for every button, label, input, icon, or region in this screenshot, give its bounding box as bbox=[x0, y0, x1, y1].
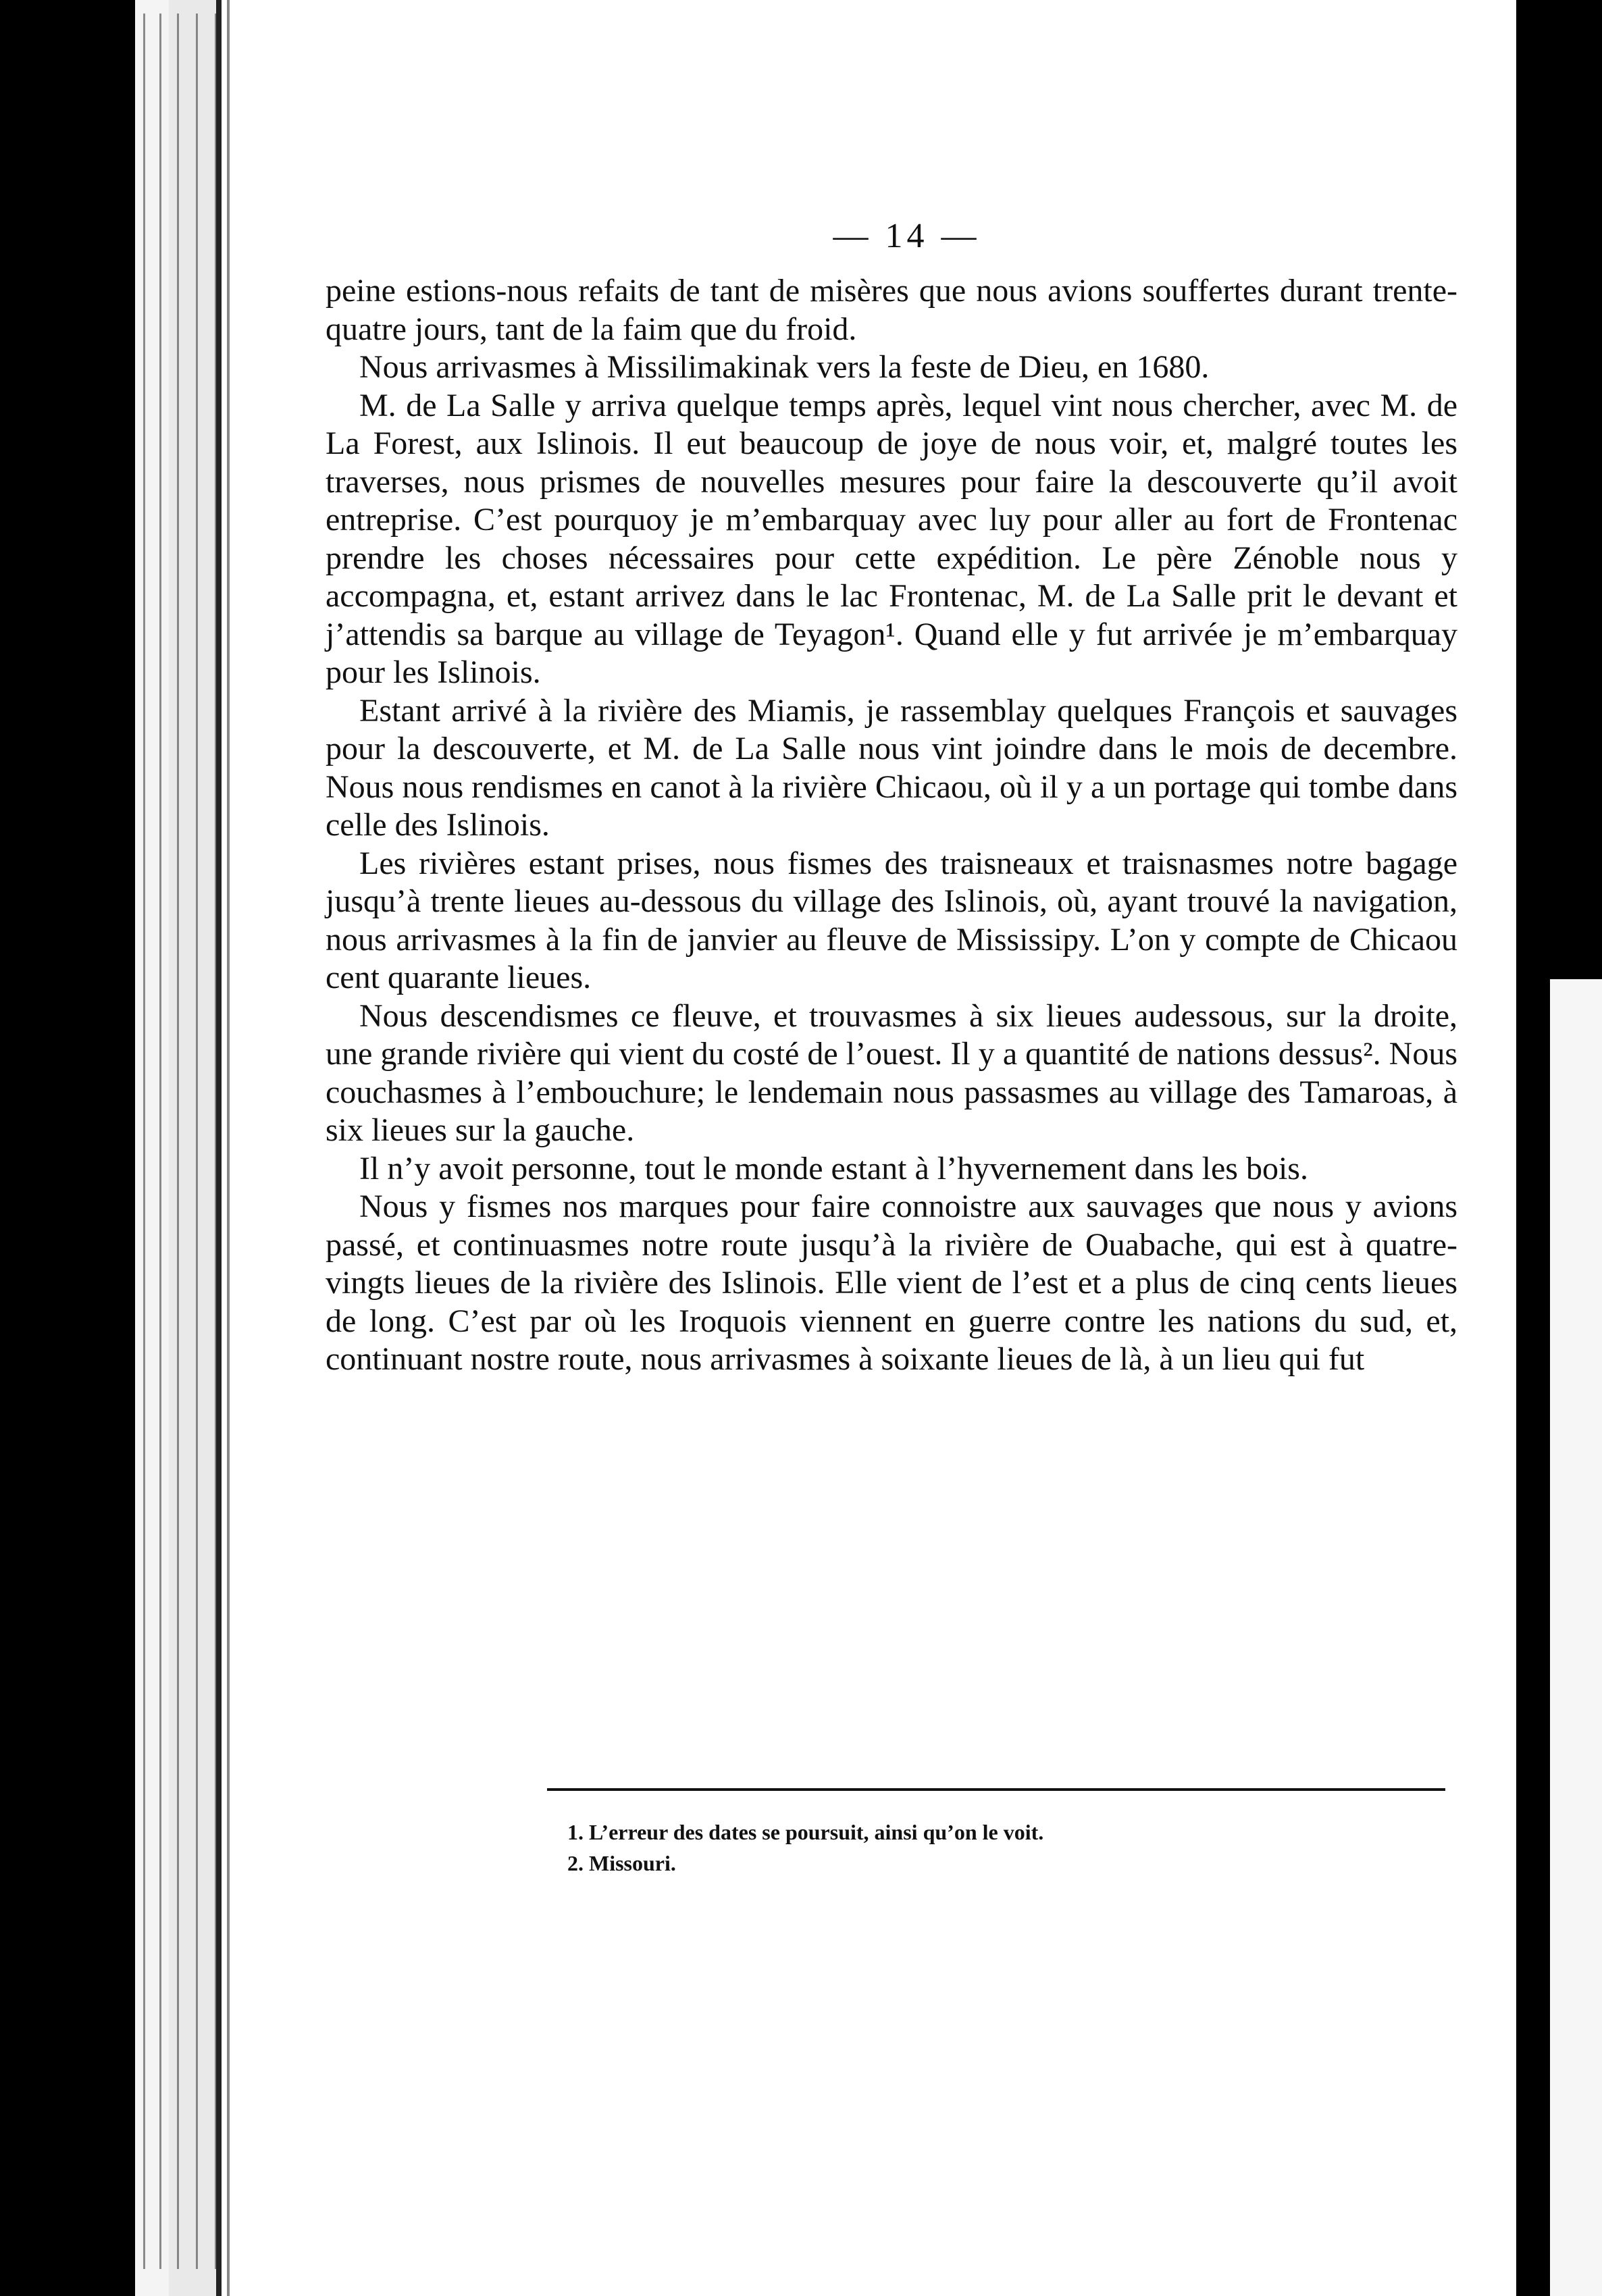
footnotes bbox=[567, 1817, 1445, 1879]
body-text bbox=[326, 272, 1457, 1379]
footnote: 2. Missouri. bbox=[567, 1851, 676, 1875]
footnote-divider bbox=[547, 1788, 1445, 1791]
paragraph: Estant arrivé à la rivière des Miamis, je rassemblay quelques François et sauvages pour la descouverte, et M. de La Salle nous vint joindre dans le mois de decembre. Nous nous rendismes en canot à la rivière Chicaou, où il y a un portage qui tombe dans celle des Islinois. bbox=[326, 692, 1457, 843]
page-edge-line bbox=[143, 14, 145, 2269]
adjacent-page-char: l bbox=[26, 0, 30, 11]
adjacent-page-char: ( bbox=[23, 0, 27, 11]
adjacent-page-edge bbox=[1550, 979, 1602, 2296]
adjacent-page-char: s bbox=[40, 0, 45, 11]
paragraph: M. de La Salle y arriva quelque temps après, lequel vint nous chercher, avec M. de La Forest, aux Islinois. Il eut beaucoup de joye de nous voir, et, malgré toutes les traverses, nous prismes de nouvelles mesures pour faire la descouverte qu’il avoit entreprise. C’est pourquoy je m’embarquay avec luy pour aller au fort de Frontenac prendre les choses nécessaires pour cette expédition. Le père Zénoble nous y accompagna, et, estant arrivez dans le lac Frontenac, M. de La Salle prit le devant et j’attendis sa barque au village de Teyagon¹. Quand elle y fut arrivée je m’embarquay pour les Islinois. bbox=[326, 387, 1457, 690]
adjacent-page-char: g bbox=[14, 0, 20, 11]
adjacent-page-char: ( bbox=[20, 0, 24, 11]
adjacent-page-char: ( bbox=[36, 0, 41, 11]
adjacent-page-strip bbox=[1516, 0, 1602, 2296]
adjacent-page-char: N bbox=[44, 0, 53, 11]
paragraph: Nous descendismes ce fleuve, et trouvasmes à six lieues audessous, sur la droite, une grande rivière qui vient du costé de l’ouest. Il y a quantité de nations dessus². Nous couchasmes à l’embouchure; le lendemain nous passasmes au village des Tamaroas, à six lieues sur la gauche. bbox=[326, 997, 1457, 1148]
paragraph: Nous y fismes nos marques pour faire connoistre aux sauvages que nous y avions passé, et continuasmes notre route jusqu’à la rivière de Ouabache, qui est à quatre-vingts lieues de la rivière des Islinois. Elle vient de l’est et a plus de cinq cents lieues de long. C’est par où les Iroquois viennent en guerre contre les nations du sud, et, continuant nostre route, nous arrivasmes à soixante lieues de là, à un lieu qui fut bbox=[326, 1189, 1457, 1377]
adjacent-page-char: · bbox=[57, 0, 61, 11]
adjacent-page-char: ( bbox=[10, 0, 15, 11]
adjacent-page-char: · bbox=[0, 0, 4, 11]
footnote: 1. L’erreur des dates se poursuit, ainsi qu’on le voit. bbox=[567, 1820, 1044, 1844]
adjacent-page-char: ( bbox=[32, 0, 37, 11]
adjacent-page-char: · bbox=[7, 0, 11, 11]
adjacent-page-char: a bbox=[52, 0, 57, 11]
page-edge-line bbox=[177, 14, 179, 2269]
adjacent-page-char: ( bbox=[3, 0, 7, 11]
paragraph: Il n’y avoit personne, tout le monde estant à l’hyvernement dans les bois. bbox=[359, 1150, 1308, 1186]
adjacent-page-char: \ bbox=[30, 0, 33, 11]
page-edge-line bbox=[159, 14, 161, 2269]
paragraph: Les rivières estant prises, nous fismes des traisneaux et traisnasmes notre bagage jusqu’à trente lieues au-dessous du village des Islinois, où, ayant trouvé la navigation, nous arrivasmes à la fin de janvier au fleuve de Mississipy. L’on y compte de Chicaou cent quarante lieues. bbox=[326, 845, 1457, 995]
page-edge-line bbox=[196, 14, 198, 2269]
paragraph: Nous arrivasmes à Missilimakinak vers la feste de Dieu, en 1680. bbox=[359, 349, 1210, 385]
page-number: — 14 — bbox=[833, 217, 981, 255]
paragraph: peine estions-nous refaits de tant de misères que nous avions souffertes durant trente-quatre jours, tant de la faim que du froid. bbox=[326, 273, 1457, 347]
